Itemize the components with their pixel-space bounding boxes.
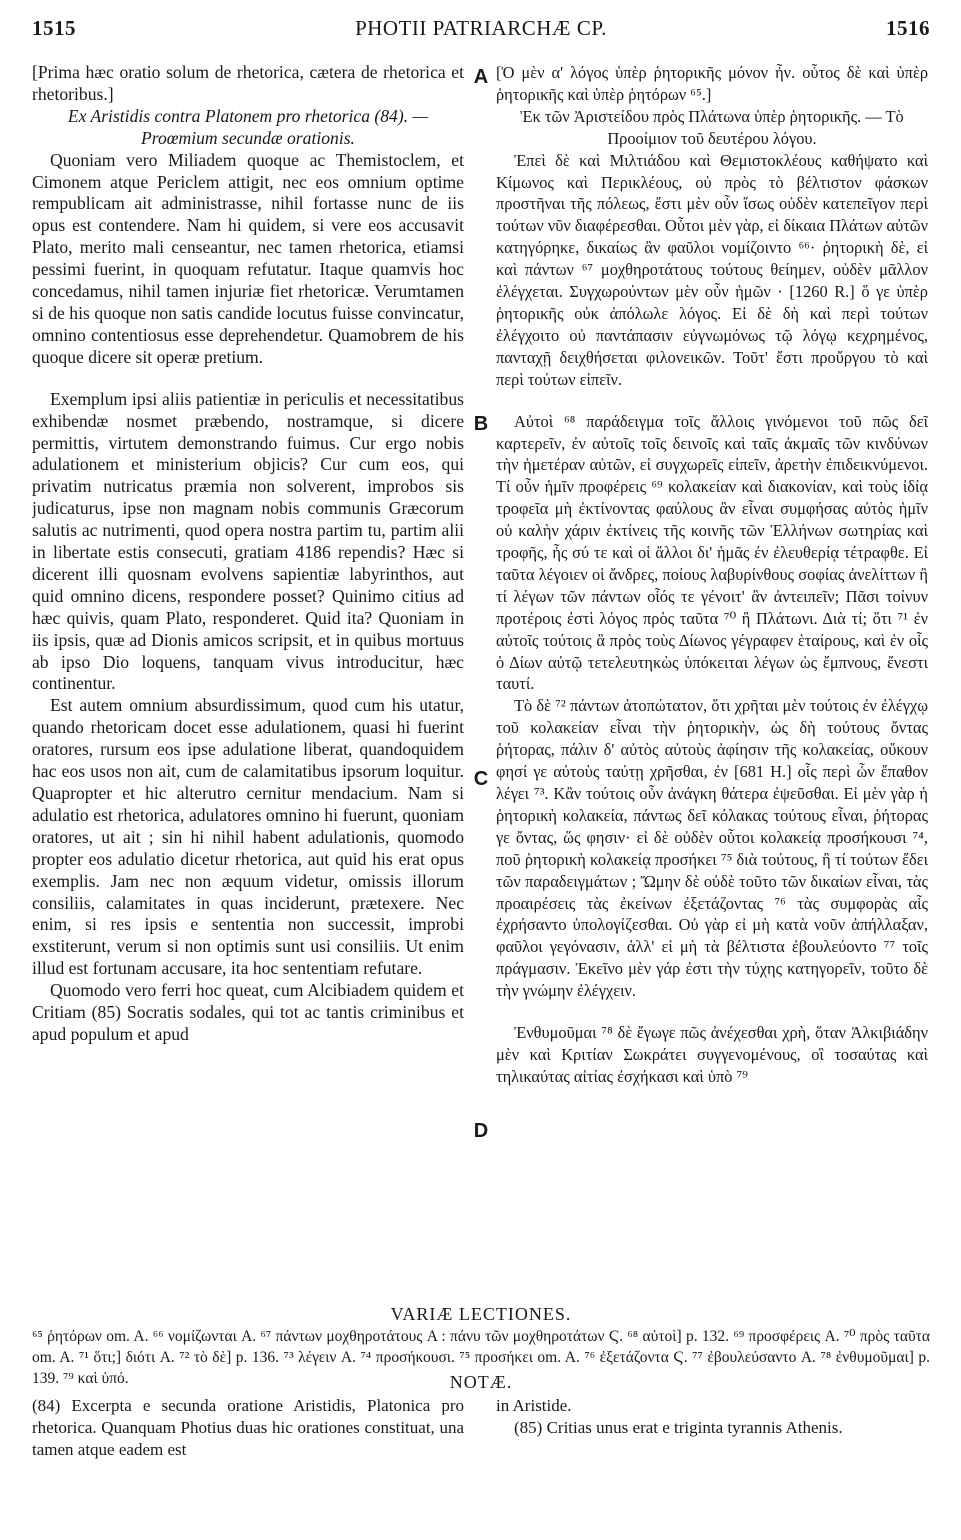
- latin-paragraph-4: Quomodo vero ferri hoc queat, cum Alcibiadem quidem et Critiam (85) Socratis sodales, qui tot ac tantis criminibus et apud populum et apud: [32, 980, 464, 1044]
- latin-source: Ex Aristidis contra Platonem pro rhetorica (84). —: [67, 105, 429, 126]
- page-number-right: 1516: [886, 16, 930, 40]
- note-84: (84) Excerpta e secunda oratione Aristidis, Platonica pro rhetorica. Quanquam Photius duas hic orationes constituat, una tamen atque eadem est: [32, 1396, 464, 1459]
- greek-source: Ἐκ τῶν Ἀριστείδου πρὸς Πλάτωνα ὑπὲρ ῥητορικῆς. — Τὸ Προοίμιον τοῦ δευτέρου λόγου.: [520, 106, 904, 148]
- running-title: PHOTII PATRIARCHÆ CP.: [355, 16, 607, 40]
- greek-paragraph-3: Τὸ δὲ ⁷² πάντων ἀτοπώτατον, ὅτι χρῆται μὲν τούτοις ἐν ἐλέγχῳ τοῦ κολακείαν εἶναι τὴν ῥητορικὴν, ὡς δὴ τούτους ὄντας ῥήτορας, πάλιν δ' αὐτὸς αὐτοὺς ἀφίησιν τῆς κολακείας, οὔκουν φησί γε αὐτοὺς ταύτῃ χρῆσθαι, ἐν [681 H.] οἷς περὶ ὧν ἔπαθον λέγει ⁷³. Κἂν τούτοις οὖν ἀνάγκη θάτερα ἐψεῦσθαι. Εἰ μὲν γὰρ ἡ ῥητορικὴ κολακεία, πάντως δεῖ κόλακας τούτους εἶναι, ῥήτορας γε ὄντας, ὥς φησιν· εἰ δὲ οὐδὲν οὗτοι κολακείᾳ προσήκουσι ⁷⁴, ποῦ ῥητορικὴ κολακείᾳ προσήκει ⁷⁵ διὰ τούτους, ἢ τί τούτων ἔδει τῶν παραδειγμάτων ; Ὤμην δὲ οὐδὲ τοῦτο τῶν δικαίων εἶναι, τὰς προαιρέσεις τὰς ἐκείνων ἐξετάζοντας ⁷⁶ τὰς συμφορὰς αἷς ἐχρήσαντο ὑπολογίζεσθαι. Οὐ γὰρ εἰ μὴ κατὰ νοῦν ἀπήλλαξαν, φαῦλοι γεγόνασιν, ἀλλ' εἰ μὴ τὰ βέλτιστα ἐβουλεύοντο ⁷⁷ τοῖς πράγμασιν. Ἐκεῖνο μὲν γάρ ἐστι τὴν τύχης κατηγορεῖν, τοῦτο δὲ τὴν γνώμην ἐλέγχειν.: [496, 696, 928, 1001]
- notes-left: [32, 1395, 464, 1461]
- latin-heading: Proœmium secundæ orationis.: [141, 127, 355, 148]
- page-number-left: 1515: [32, 16, 76, 40]
- latin-column: [32, 62, 464, 1318]
- note-85: (85) Critias unus erat e triginta tyrannis Athenis.: [514, 1418, 843, 1437]
- greek-column: [496, 62, 928, 1318]
- margin-letter-b: B: [473, 413, 489, 435]
- margin-letter-c: C: [473, 768, 489, 790]
- notae-title: NOTÆ.: [449, 1372, 513, 1392]
- page-header: [32, 8, 930, 48]
- latin-paragraph-1: Quoniam vero Miliadem quoque ac Themistoclem, et Cimonem atque Periclem attigit, nec eos omnium optime rempublicam ait administrasse, nihil fortasse nunc de iis opus est contendere. Nam hi quidem, si vere eos accusavit Plato, merito mali censeantur, nec tamen rhetorica, etiamsi pessimi fuerint, in quoquam refutatur. Itaque quamvis hoc concedamus, nihil tamen injuriæ fiet rhetoricæ. Verumtamen si de his quoque non satis candide locutus fuisse convincatur, omnino contentiosus esse deprehendetur. Quamobrem de his quoque dicere sit operæ pretium.: [32, 149, 464, 367]
- greek-intro: [Ὁ μὲν α' λόγος ὑπὲρ ῥητορικῆς μόνον ἦν. οὗτος δὲ καὶ ὑπὲρ ῥητορικῆς καὶ ὑπὲρ ῥητόρων ⁶⁵.]: [496, 63, 928, 104]
- variae-title: VARIÆ LECTIONES.: [390, 1304, 572, 1324]
- latin-paragraph-2: Exemplum ipsi aliis patientiæ in periculis et necessitatibus exhibendæ nosmet præbendo, nostramque, si dicere permittis, virtutem demonstrando fuimus. Cur ergo nobis adulationem et ministerium objicis? Cur cum eos, qui privatim nutricatus præmia non solverent, improbos sis judicaturus, ipse non magnam nobis communis Græcorum salutis ac nutrimenti, quod opera nostra partim tu, partim alii in libertate estis consecuti, gratiam 4186 rependis? Hæc si dicerent illi quosnam evolvens sapientiæ labyrinthos, aut quid omnino dicens, respondere posset? Quinimo citius ad hæc quivis, quam Plato, responderet. Quid ita? Quoniam in iis ipsis, quæ ad Dionis amicos scripsit, et in quibus mortuus ab ipso Dio loquens, tanquam vivus introducitur, hæc continentur.: [32, 388, 464, 694]
- note-84-continued: in Aristide.: [496, 1396, 572, 1415]
- greek-paragraph-2: Αὐτοὶ ⁶⁸ παράδειγμα τοῖς ἄλλοις γινόμενοι τοῦ πῶς δεῖ καρτερεῖν, ἐν αὐτοῖς τοῖς δεινοῖς καὶ ταῖς ἀκμαῖς τῶν κινδύνων τὴν ἡμετέραν αὐτῶν, εἰ συγχωρεῖς εἰπεῖν, ἀρετὴν ἐπιδεικνύμενοι. Τί οὖν ἡμῖν προφέρεις ⁶⁹ κολακείαν καὶ διακονίαν, καὶ τοὺς ἰδίᾳ τροφεῖα μὴ ἐκτίνοντας φαύλους ἂν εἶναι συμφήσας αὐτὸς ἡμῖν οὐ καλὴν χάριν ἐκτίνεις τῆς κοινῆς τῶν Ἑλλήνων σωτηρίας καὶ τροφῆς, ἧς σύ τε καὶ οἱ ἄλλοι δι' ἡμᾶς ἐν ἐλευθερίᾳ τέτραφθε. Εἰ ταῦτα λέγοιεν οἱ ἄνδρες, ποίους λαβυρίνθους σοφίας ἀνελίττων ἢ τί λέγων τῶν πάντων οἷός τε γένοιτ' ἂν ἀντειπεῖν; Πᾶσι τοίνυν προτέροις ἐστὶ λόγος πρὸς ταῦτα ⁷⁰ ἢ Πλάτωνι. Διὰ τί; ὅτι ⁷¹ ἐν αὐτοῖς τούτοις ἃ πρὸς τοὺς Δίωνος γέγραφεν ἑταίρους, καὶ ἐν οἷς ὁ Δίων αὐτῷ τετελευτηκὼς ὑπόκειται λέγων ὡς ἔμπνους, ἔνεστι ταυτί.: [496, 411, 928, 694]
- latin-paragraph-3: Est autem omnium absurdissimum, quod cum his utatur, quando rhetoricam docet esse adulationem, quasi hi fuerint oratores, rursum eos ipse adulatione liberat, quandoquidem hac eos usos non ait, cum de calamitatibus ipsorum loquitur. Quapropter et hic alterutro cernitur mendacium. Nam si adulatio est rhetorica, adulatores omnino hi fuerunt, quoniam oratores, ut ait ; sin hi nihil habent adulationis, quomodo propter eos adulatio dicetur rhetorica, aut quid his erat opus exemplis. Jam nec non æquum videtur, omissis illorum consiliis, calamitates in quas inciderunt, prætexere. Nec enim, si res ipsis e sententia non successit, improbi exstiterunt, verum si non optimis sunt usi consiliis. Ut enim illud est fortunam accusare, ita hoc sententiam refutare.: [32, 695, 464, 979]
- variae-lectiones: ⁶⁵ ῥητόρων om. A. ⁶⁶ νομίζωνται A. ⁶⁷ πάντων μοχθηροτάτους A : πάνυ τῶν μοχθηροτάτων Ϛ. ⁶⁸ αὐτοὶ] p. 132. ⁶⁹ προσφέρεις A. ⁷⁰ πρὸς ταῦτα om. A. ⁷¹ ὅτι;] διότι A. ⁷² τὸ δὲ] p. 136. ⁷³ λέγειν A. ⁷⁴ προσήκουσι. ⁷⁵ προσήκει om. A. ⁷⁶ ἐξετάζοντα Ϛ. ⁷⁷ ἐβουλεύσαντο A. ⁷⁸ ἐνθυμοῦμαι] p. 139. ⁷⁹ καὶ ὑπό.: [32, 1328, 930, 1387]
- margin-letter-a: A: [473, 66, 489, 88]
- greek-paragraph-1: Ἐπεὶ δὲ καὶ Μιλτιάδου καὶ Θεμιστοκλέους καθήψατο καὶ Κίμωνος καὶ Περικλέους, οὐ πρὸς τὸ βέλτιστον φάσκων προστῆναι τῆς πόλεως, ἔστι μὲν οὖν ἴσως οὐδὲν κατεπεῖγον περὶ τούτων νῦν διαφέρεσθαι. Οὗτοι μὲν γὰρ, εἰ δίκαια Πλάτων αὐτῶν κατηγόρηκε, δικαίως ἂν φαῦλοι νομίζοιντο ⁶⁶· ῥητορικὴ δὲ, εἰ καὶ πάντων ⁶⁷ μοχθηροτάτους τούτους θείημεν, οὐδὲν μᾶλλον ἐλέγχεται. Συγχωρούντων μὲν οὖν ἡμῶν · [1260 R.] ὅ γε ὑπὲρ ῥητορικῆς οὐκ ἀπόλωλε λόγος. Εἰ δὲ δὴ καὶ περὶ τούτων ἐλέγχοιτο οὐ παντάπασιν εὐγνωμόνως τῷ λόγῳ κεχρημένος, πανταχῇ δειχθήσεται φιλονεικῶν. Τοῦτ' ἔστι προὔργου τὸ καὶ περὶ τούτων εἰπεῖν.: [496, 150, 928, 389]
- notes-right: [496, 1395, 928, 1439]
- latin-intro: [Prima hæc oratio solum de rhetorica, cætera de rhetorica et rhetoribus.]: [32, 62, 464, 104]
- greek-paragraph-4: Ἐνθυμοῦμαι ⁷⁸ δὲ ἔγωγε πῶς ἀνέχεσθαι χρὴ, ὅταν Ἀλκιβιάδην μὲν καὶ Κριτίαν Σωκράτει συγγενομένους, οἳ τοσαύτας καὶ τηλικαύτας αἰτίας ἐσχήκασι καὶ ὑπὸ ⁷⁹: [496, 1023, 928, 1086]
- margin-letter-d: D: [473, 1120, 489, 1142]
